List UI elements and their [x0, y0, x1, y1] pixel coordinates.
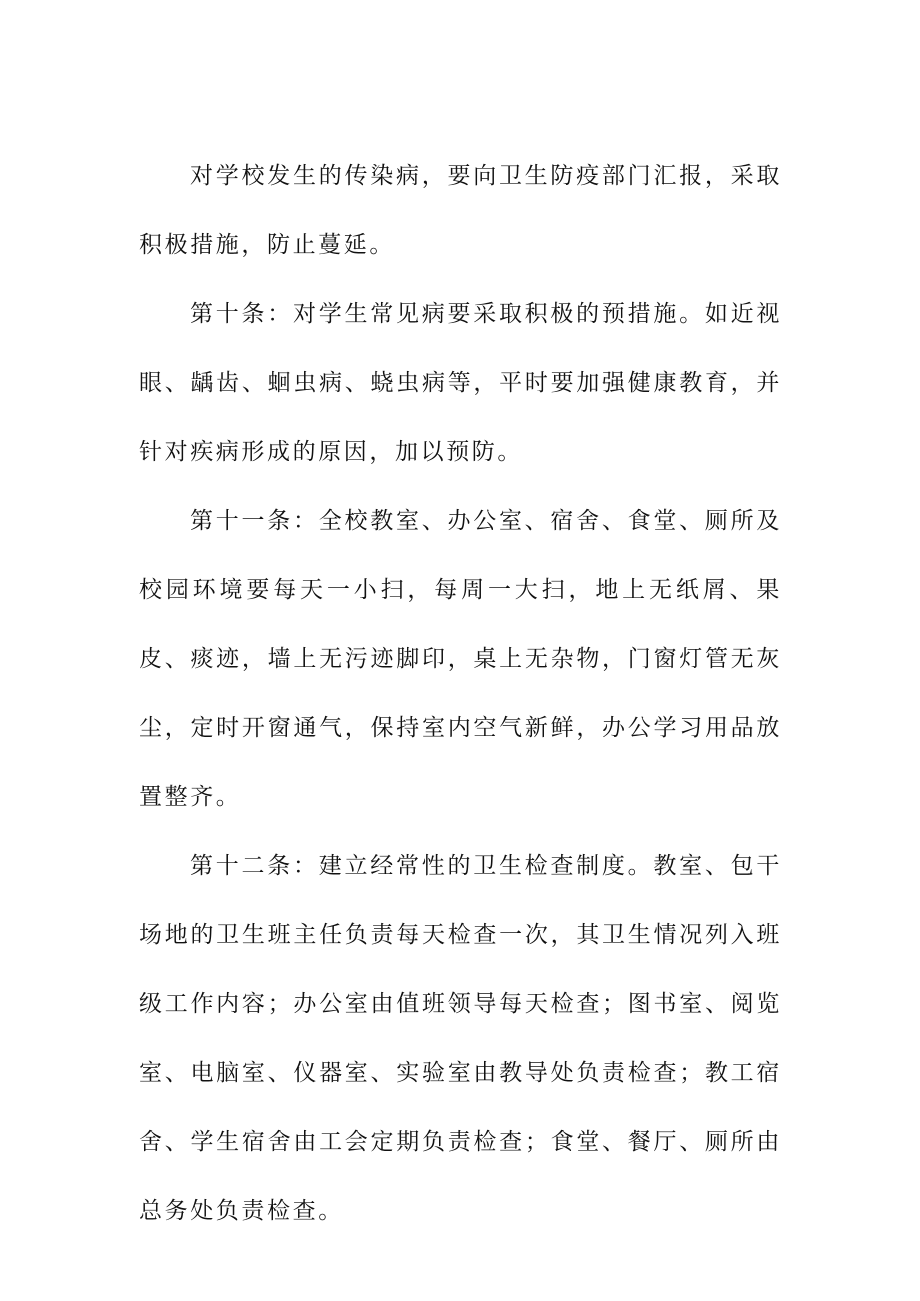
paragraph-infectious-disease: 对学校发生的传染病，要向卫生防疫部门汇报，采取积极措施，防止蔓延。 [139, 163, 782, 258]
paragraph-article-11: 第十一条：全校教室、办公室、宿舍、食堂、厕所及校园环境要每天一小扫，每周一大扫，地上无纸屑、果皮、痰迹，墙上无污迹脚印，桌上无杂物，门窗灯管无灰尘，定时开窗通气，保持室内空气新鲜，办公学习用品放置整齐。 [139, 508, 782, 810]
paragraph-article-10: 第十条：对学生常见病要采取积极的预措施。如近视眼、龋齿、蛔虫病、蛲虫病等，平时要加强健康教育，并针对疾病形成的原因，加以预防。 [139, 301, 782, 465]
document-body [139, 142, 782, 1246]
paragraph-article-12: 第十二条：建立经常性的卫生检查制度。教室、包干场地的卫生班主任负责每天检查一次，其卫生情况列入班级工作内容；办公室由值班领导每天检查；图书室、阅览室、电脑室、仪器室、实验室由教导处负责检查；教工宿舍、学生宿舍由工会定期负责检查；食堂、餐厅、厕所由总务处负责检查。 [139, 853, 782, 1224]
